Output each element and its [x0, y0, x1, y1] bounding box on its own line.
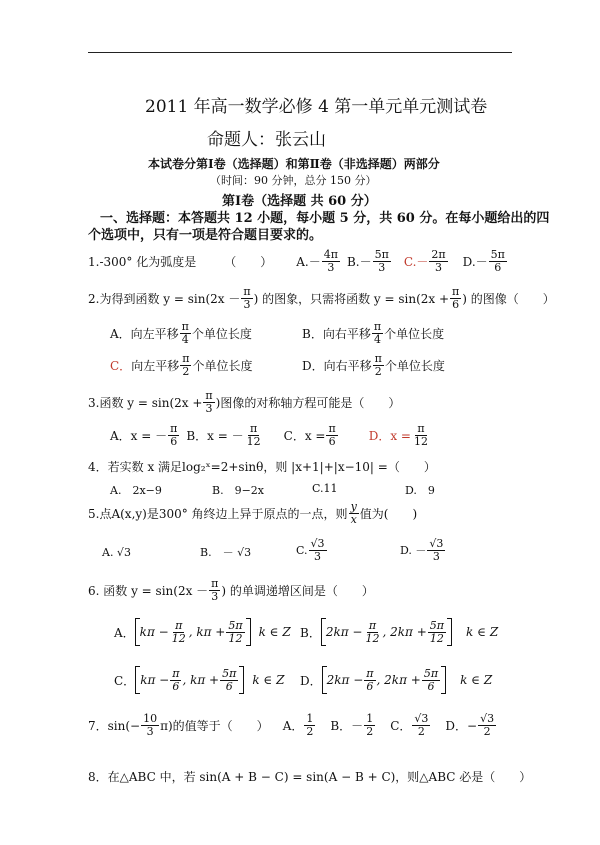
q1-c-fraction: $\frac{2\pi}{3}$ [431, 247, 446, 274]
q1-option-d: D.－ [462, 254, 488, 269]
q1-option-b: B.－ [346, 254, 372, 269]
q1-b-fraction: $\frac{5\pi}{3}$ [374, 247, 389, 274]
q2-frac-6: $\frac{\pi}{6}$ [452, 284, 460, 311]
q4-option-b: B. 9−2x [212, 484, 264, 497]
section-heading: 第Ⅰ卷（选择题 共 60 分） [222, 194, 377, 209]
q3-option-a: A．x = － [110, 428, 168, 443]
q3-option-c: C．x = [283, 428, 326, 443]
instruction-line-1: 一、选择题：本答题共 12 小题，每小题 5 分，共 60 分。在每小题给出的四 [100, 211, 550, 226]
q1-option-c: C.－ [403, 254, 429, 269]
q1-d-fraction: $\frac{5\pi}{6}$ [490, 247, 505, 274]
q4-option-a: A. 2x−9 [110, 484, 162, 497]
question-3: 3.函数 y = sin(2x + $\frac{\pi}{3}$ )图像的对称轴方程可能是（ ） [88, 388, 401, 415]
q1-stem: 1.-300° 化为弧度是 [88, 254, 197, 269]
q5-option-c: C. $\frac{√3}{3}$ [296, 536, 325, 563]
q2-option-b: B．向右平移 $\frac{\pi}{4}$ 个单位长度 [302, 319, 445, 346]
question-1 [88, 246, 508, 276]
q6-option-b: B． 2kπ − $\frac{\pi}{12}$ , 2kπ + $\frac{5\pi}{12}$ k ∈ Z [300, 618, 499, 645]
q7-option-a: A． [282, 718, 304, 733]
q3-option-b: B．x = － [186, 428, 244, 443]
q1-option-a: A.－ [296, 254, 321, 269]
top-rule [88, 52, 512, 53]
q2-stem-pre: 2.为得到函数 y = sin(2x － [88, 291, 241, 306]
question-4: 4．若实数 x 满足log₂ˣ=2+sinθ，则 |x+1|+|x−10| =（ ） [88, 460, 436, 474]
q5-option-a: A. √3 [102, 545, 131, 559]
q6-option-a: A． kπ − $\frac{\pi}{12}$ , kπ + $\frac{5\pi}{12}$ k ∈ Z [114, 618, 291, 645]
exam-author: 命题人：张云山 [207, 130, 326, 150]
q2-stem-end: ) 的图像（ ） [462, 291, 555, 306]
q4-option-c: C.11 [312, 482, 338, 495]
q3-option-d: D．x = [368, 428, 411, 443]
exam-time-info: （时间：90 分钟，总分 150 分） [210, 174, 377, 187]
q5-option-d: D. － $\frac{√3}{3}$ [400, 536, 444, 563]
question-5: 5.点A(x,y)是300° 角终边上异于原点的一点，则 $\frac{y}{x}$ 值为( ) [88, 499, 418, 526]
exam-subtitle: 本试卷分第Ⅰ卷（选择题）和第Ⅱ卷（非选择题）两部分 [148, 157, 440, 171]
instruction-line-2: 个选项中，只有一项是符合题目要求的。 [88, 228, 323, 243]
exam-title: 2011 年高一数学必修 4 第一单元单元测试卷 [145, 97, 488, 117]
q2-frac-3: $\frac{\pi}{3}$ [243, 284, 251, 311]
q2-option-c: C． 向左平移 $\frac{\pi}{2}$ 个单位长度 [110, 351, 253, 378]
q7-option-c: C． [390, 718, 412, 733]
question-7: 7．sin(− $\frac{10}{3}$ π)的值等于（ ） A． $\frac{1}{2}$ B．－ $\frac{1}{2}$ C． $\frac{√3}{2}$ D．− $\frac{√3}{2}$ [88, 711, 495, 738]
question-2 [88, 283, 555, 313]
q1-a-fraction: $\frac{4\pi}{3}$ [323, 247, 338, 274]
q4-option-d: D. 9 [405, 484, 435, 497]
q5-option-b: B. － √3 [200, 546, 252, 559]
q2-option-a: A．向左平移 $\frac{\pi}{4}$ 个单位长度 [110, 319, 252, 346]
q2-option-d: D．向右平移 $\frac{\pi}{2}$ 个单位长度 [302, 351, 445, 378]
q1-paren: （ ） [224, 254, 273, 269]
q6-option-c: C． kπ − $\frac{\pi}{6}$ , kπ + $\frac{5\pi}{6}$ k ∈ Z [114, 666, 285, 693]
q6-option-d: D． 2kπ − $\frac{\pi}{6}$ , 2kπ + $\frac{5\pi}{6}$ k ∈ Z [300, 666, 493, 693]
q3-options: A．x = － $\frac{\pi}{6}$ B．x = － $\frac{\pi}{12}$ C．x = $\frac{\pi}{6}$ D．x = $\frac{\pi}{12}$ [110, 421, 428, 448]
q2-stem-mid: ) 的图象，只需将函数 y = sin(2x + [253, 291, 450, 306]
q7-option-b: B．－ [330, 718, 364, 733]
question-6: 6. 函数 y = sin(2x － $\frac{\pi}{3}$ ) 的单调递增区间是（ ） [88, 576, 374, 603]
question-8: 8．在△ABC 中，若 sin(A + B − C) = sin(A − B + C)，则△ABC 必是（ ） [88, 770, 532, 784]
q7-option-d: D．− [445, 718, 478, 733]
